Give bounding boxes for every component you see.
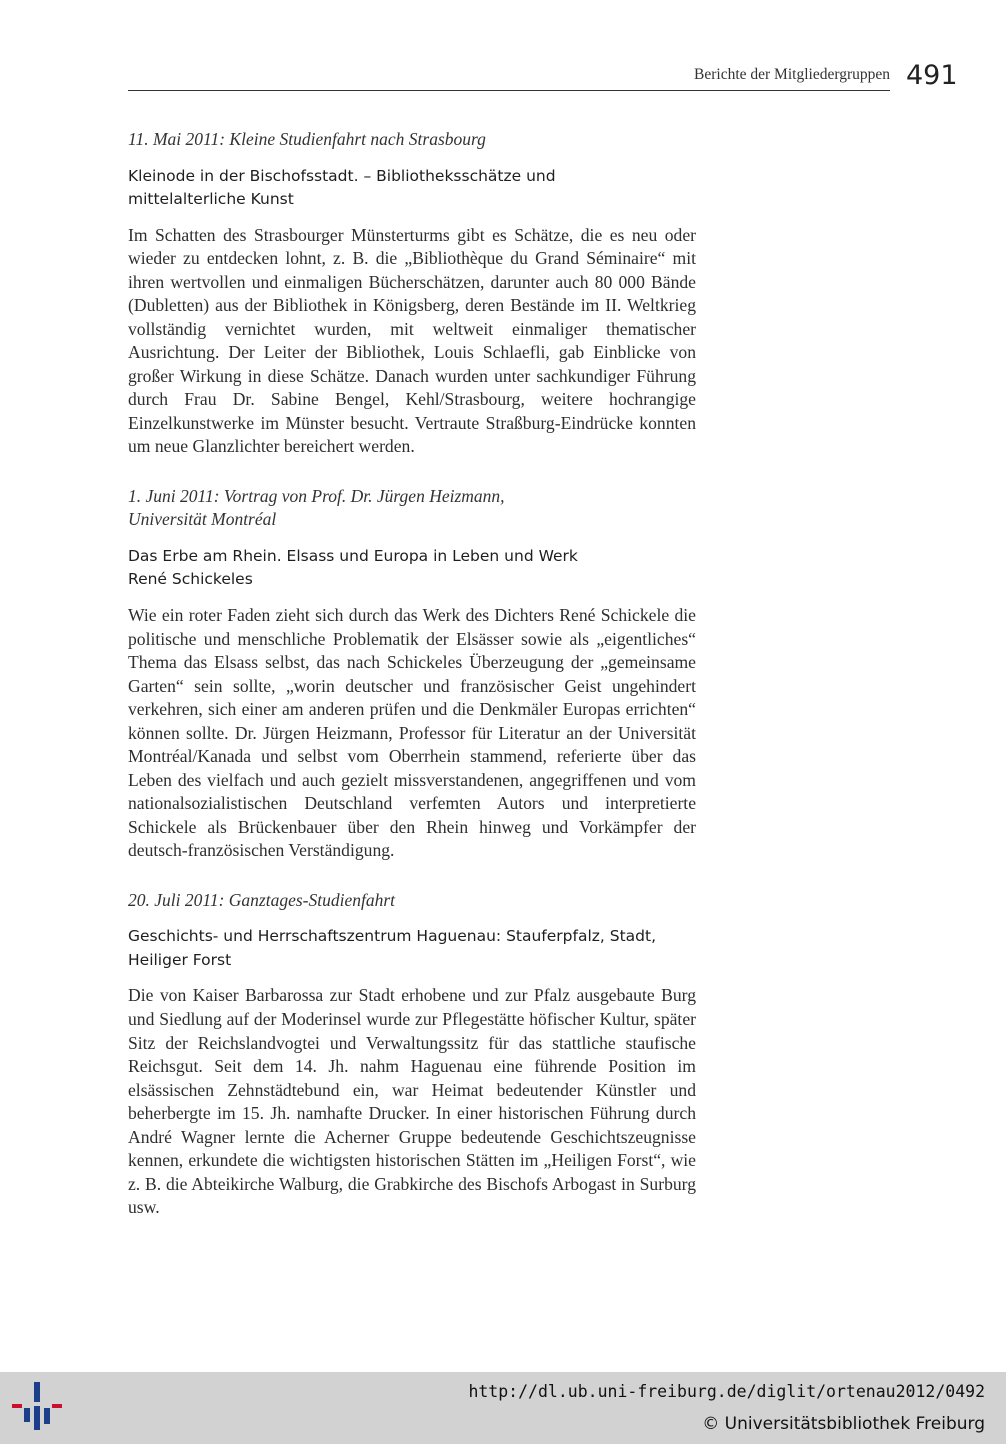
section-schickele <box>128 485 696 863</box>
page-number: 491 <box>906 60 958 91</box>
page-content <box>128 128 696 1246</box>
footer-copyright: © Universitätsbibliothek Freiburg <box>702 1414 985 1434</box>
section-dateline: 20. Juli 2011: Ganztages-Studienfahrt <box>128 889 396 910</box>
footer-url-link[interactable]: http://dl.ub.uni-freiburg.de/diglit/ortenau2012/0492 <box>468 1382 985 1401</box>
running-title: Berichte der Mitgliedergruppen <box>694 66 890 83</box>
section-heading: Das Erbe am Rhein. Elsass und Europa in Leben und Werk René Schickeles <box>128 546 578 589</box>
section-dateline: 11. Mai 2011: Kleine Studienfahrt nach Strasbourg <box>128 129 486 149</box>
footer-bar <box>0 1372 1006 1444</box>
section-haguenau <box>128 889 696 1220</box>
section-heading: Kleinode in der Bischofsstadt. – Bibliotheksschätze und mittelalterliche Kunst <box>128 166 556 208</box>
ub-freiburg-logo-icon[interactable] <box>12 1382 64 1434</box>
section-heading: Geschichts- und Herrschaftszentrum Haguenau: Stauferpfalz, Stadt, Heiliger Forst <box>128 927 657 969</box>
section-body: Im Schatten des Strasbourger Münsterturms gibt es Schätze, die es neu oder wieder zu entdecken lohnt, z. B. die „Bibliothèque du Grand Séminaire“ mit ihren wertvollen und einmaligen Bücherschätzen, darunter auch 80 000 Bände (Dubletten) aus der Bibliothek in Königsberg, deren Bestände im II. Weltkrieg vollständig vernichtet wurden, mit weltweit einmaliger thematischer Ausrichtung. Der Leiter der Bibliothek, Louis Schlaefli, gab Einblicke von großer Wirkung in diese Schätze. Danach wurden unter sachkundiger Führung durch Frau Dr. Sabine Bengel, Kehl/Strasbourg, weitere hochrangige Einzelkunstwerke im Münster besucht. Vertraute Straßburg-Eindrücke konnten um neue Glanzlichter bereichert werden. <box>128 224 696 457</box>
running-head <box>128 62 890 91</box>
section-body: Wie ein roter Faden zieht sich durch das Werk des Dichters René Schickele die politische und menschliche Problematik der Elsässer sowie als „eigentliches“ Thema das Elsass selbst, das nach Schickeles Überzeugung der „gemeinsame Garten“ sein sollte, „worin deutscher und französischer Geist ungehindert verkehren, sich einer am anderen prüfen und die Denkmäler Europas errichten“ können sollte. Dr. Jürgen Heizmann, Professor für Literatur an der Universität Montréal/Kanada und selbst vom Oberrhein stammend, referierte über das Leben des vielfach und auch gezielt missverstandenen, angegriffenen und vom nationalsozialistischen Deutschland verfemten Autors und interpretierte Schickele als Brückenbauer über den Rhein hinweg und Vorkämpfer der deutsch-französischen Verständigung. <box>128 604 696 861</box>
section-strasbourg <box>128 128 696 459</box>
section-body: Die von Kaiser Barbarossa zur Stadt erhobene und zur Pfalz ausgebaute Burg und Siedlung auf der Moderinsel wurde zur Pflegestätte höfischer Kultur, später Sitz der Reichslandvogtei und Verwaltungssitz für das stattliche staufische Reichsgut. Seit dem 14. Jh. nahm Haguenau eine führende Position im elsässischen Zehnstädtebund ein, war Heimat bedeutender Künstler und beherbergte im 15. Jh. namhafte Drucker. In einer historischen Führung durch André Wagner lernte die Acherner Gruppe bedeutende Geschichtszeugnisse kennen, erkundete die wichtigsten historischen Stätten im „Heiligen Forst“, wie z. B. die Abteikirche Walburg, die Grabkirche des Bischofs Arbogast in Surburg usw. <box>128 985 696 1218</box>
section-dateline: 1. Juni 2011: Vortrag von Prof. Dr. Jürgen Heizmann, Universität Montréal <box>128 485 505 530</box>
